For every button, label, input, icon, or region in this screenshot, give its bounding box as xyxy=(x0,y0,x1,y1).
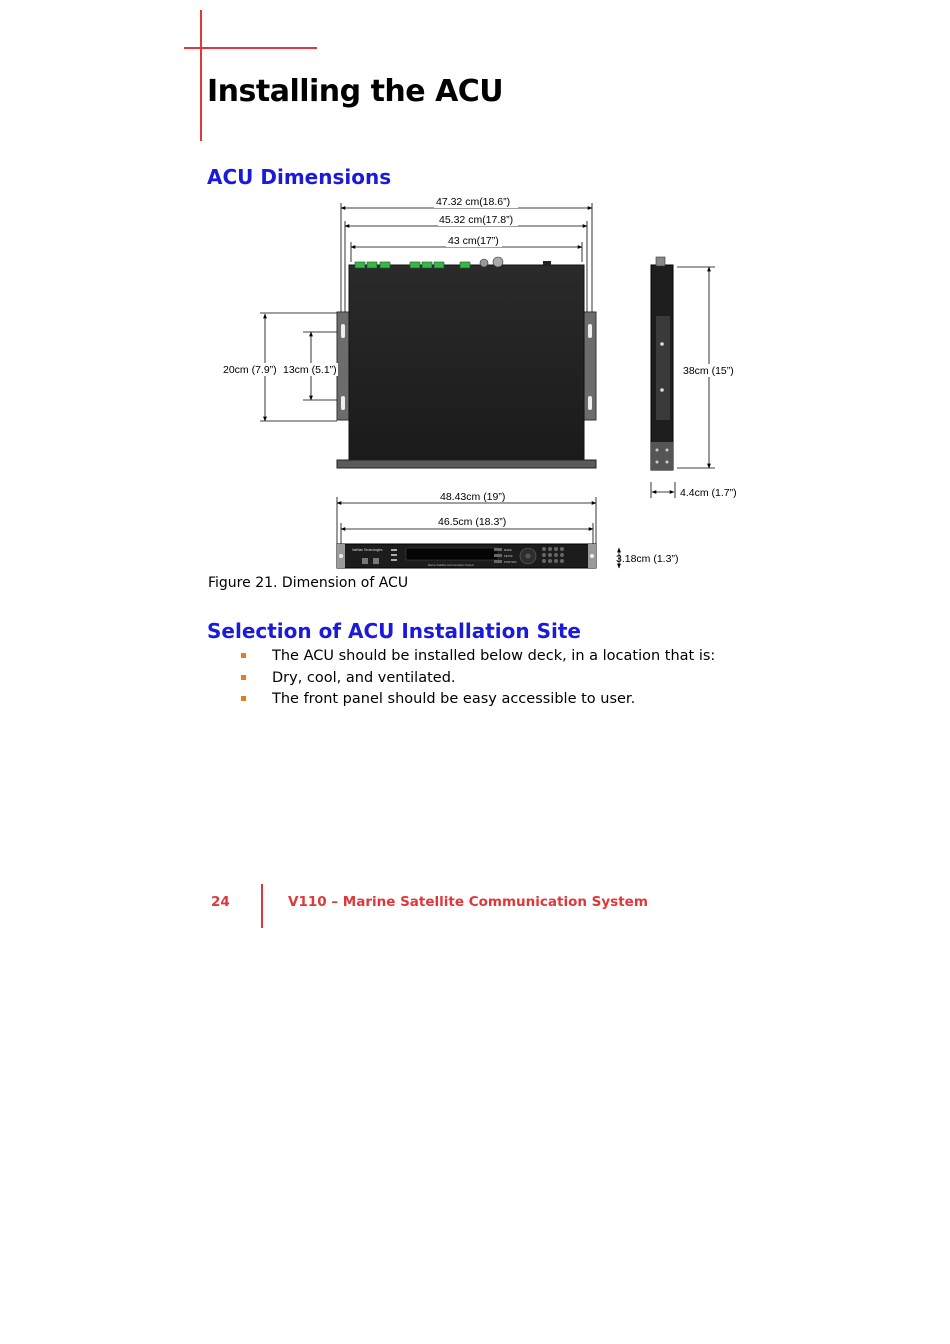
front-panel-brand: Intellian Technologies xyxy=(352,548,383,552)
footer-divider xyxy=(261,884,263,928)
acu-top-view xyxy=(337,257,596,468)
acu-dimension-figure xyxy=(210,192,770,577)
dim-depth-inner: 13cm (5.1”) xyxy=(283,364,337,376)
dim-total-width: 47.32 cm(18.6”) xyxy=(436,196,511,208)
bullet-square-icon xyxy=(241,696,246,701)
bullet-square-icon xyxy=(241,653,246,658)
crop-mark-vertical xyxy=(200,10,202,141)
dim-side-length: 38cm (15”) xyxy=(683,365,734,377)
dim-side-height: 4.4cm (1.7”) xyxy=(680,487,737,499)
list-item xyxy=(238,689,715,711)
list-item xyxy=(238,646,715,668)
front-panel-model: Marine Satellite Communication System xyxy=(428,564,474,567)
dim-rack-width: 48.43cm (19”) xyxy=(440,491,506,503)
front-panel-button-mode: MODE xyxy=(504,549,512,552)
footer-page-number: 24 xyxy=(211,894,230,910)
bullet-square-icon xyxy=(241,675,246,680)
acu-front-panel xyxy=(337,544,596,568)
page-title: Installing the ACU xyxy=(207,74,504,109)
dim-front-height: 3.18cm (1.3”) xyxy=(616,553,679,565)
dim-body-width: 43 cm(17”) xyxy=(448,235,499,247)
bullet-list xyxy=(238,646,715,711)
dim-bracket-width: 45.32 cm(17.8”) xyxy=(439,214,514,226)
footer-doc-title: V110 – Marine Satellite Communication System xyxy=(288,894,648,910)
acu-side-view xyxy=(651,257,673,470)
dim-depth-outer: 20cm (7.9”) xyxy=(223,364,277,376)
figure-caption: Figure 21. Dimension of ACU xyxy=(208,575,409,591)
dim-rack-hole: 46.5cm (18.3”) xyxy=(438,516,507,528)
list-item-text: Dry, cool, and ventilated. xyxy=(272,669,456,686)
list-item xyxy=(238,668,715,690)
front-panel-button-setup: SETUP xyxy=(504,555,513,558)
section-title-installation-site: Selection of ACU Installation Site xyxy=(207,619,581,643)
front-panel-button-position: POSITION xyxy=(504,561,517,564)
list-item-text: The ACU should be installed below deck, in a location that is: xyxy=(272,648,716,664)
list-item-text: The front panel should be easy accessible to user. xyxy=(272,691,636,707)
section-title-acu-dimensions: ACU Dimensions xyxy=(207,165,392,189)
crop-mark-horizontal xyxy=(184,47,317,49)
